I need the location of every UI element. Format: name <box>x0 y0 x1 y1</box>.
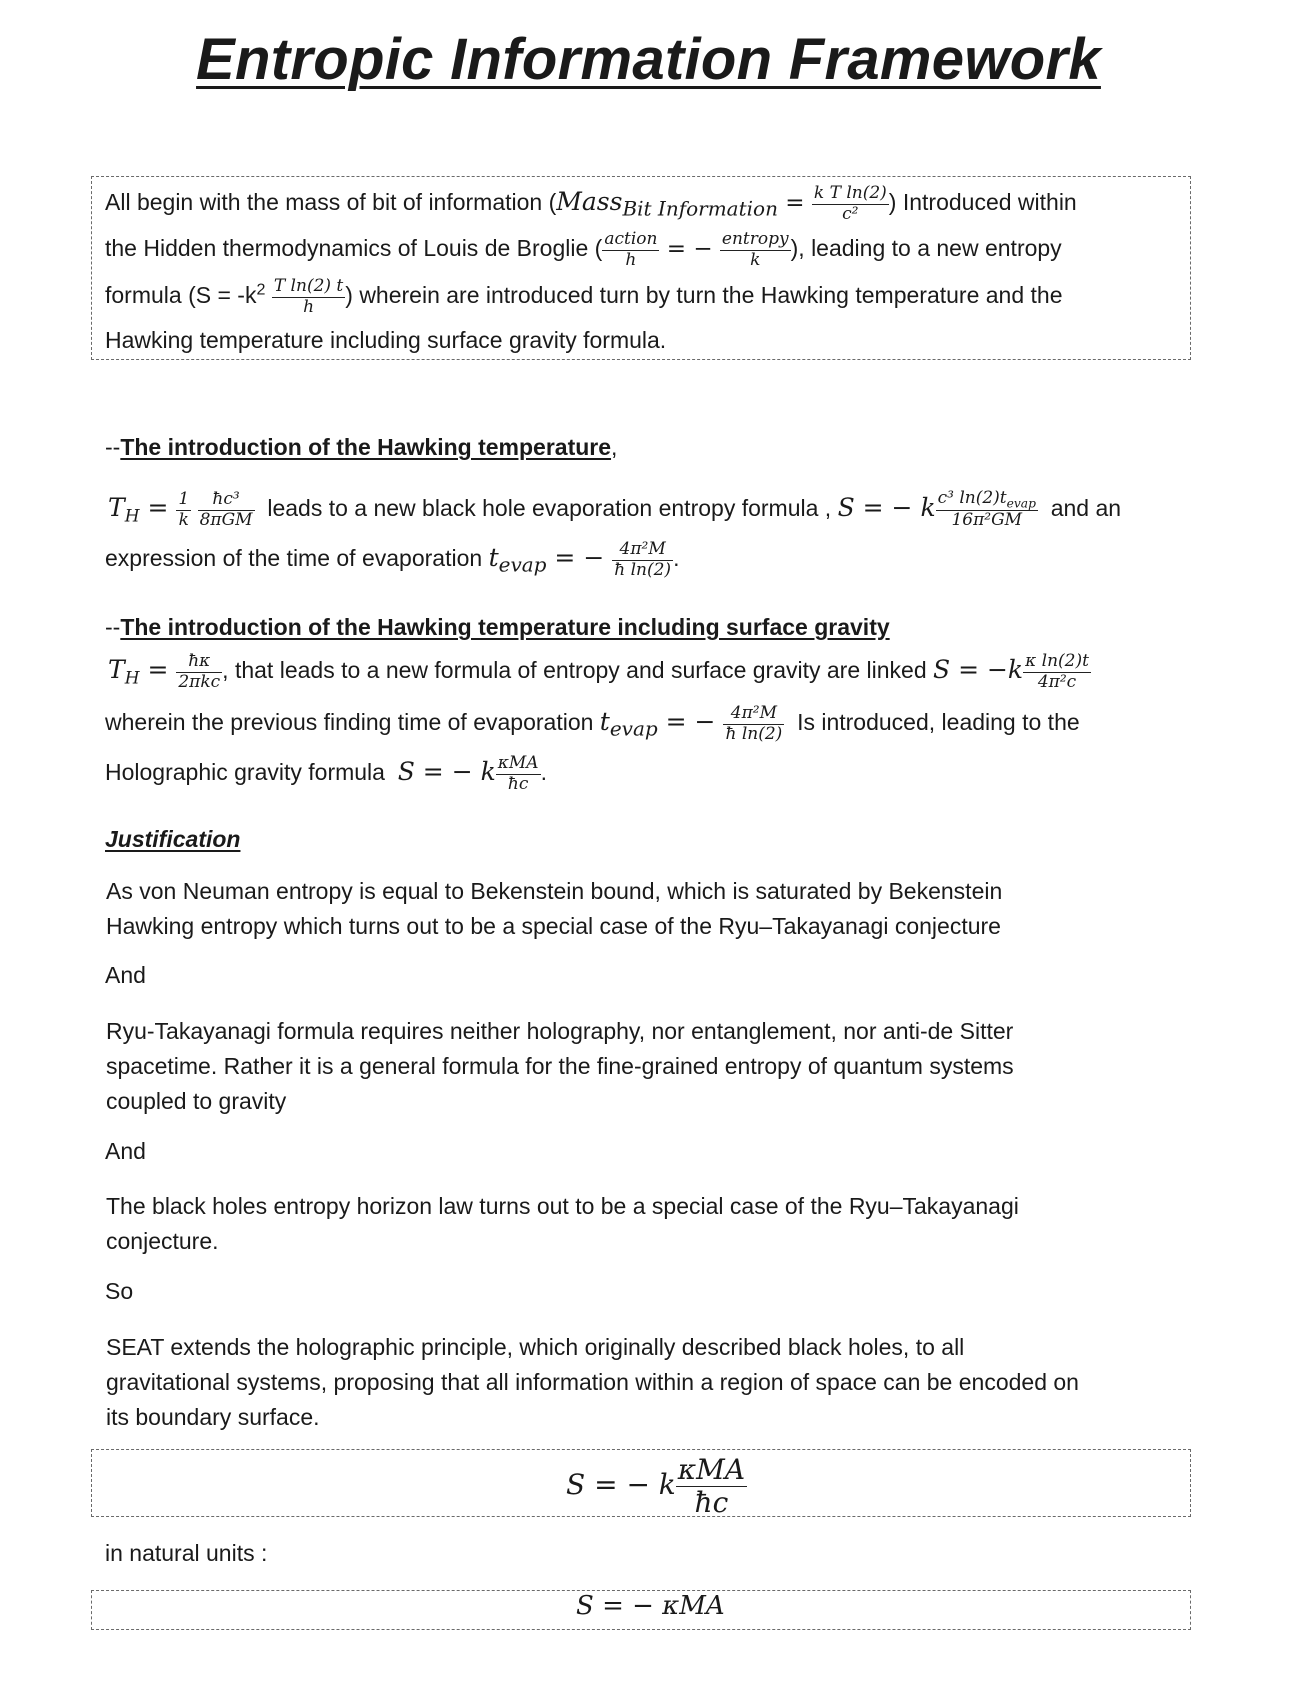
section-1-line-1: $T_H$ = $\frac{1}{k}$ $\frac{\text{ħc³}}{\text{8πGM}}$ leads to a new black hole evaporation entropy formula , S = − k $\frac{c^3 \ln(2)t_{evap}}{\text{16π²GM}}$ and an <box>108 488 1122 531</box>
intro-line-3 <box>105 277 1063 317</box>
equals-sign: = <box>777 190 812 217</box>
intro-text: formula (S = -k <box>105 282 257 309</box>
intro-text: ) wherein are introduced turn by turn the Hawking temperature and the <box>345 282 1063 309</box>
section-1-title: The introduction of the Hawking temperature <box>120 434 612 460</box>
natural-units-formula: S = − κMA <box>576 1591 725 1621</box>
holographic-formula: S = − k $\frac{\text{κMA}}{ħc}$ <box>566 1453 746 1520</box>
holographic-entropy-lhs: S = − k <box>397 757 496 787</box>
section-2-text: Holographic gravity formula <box>105 759 385 786</box>
evap-time-fraction: $\frac{\text{4π²M}}{\text{ħ ln(2)}}$ <box>614 539 672 580</box>
section-1-line-2: expression of the time of evaporation $t_{evap}$ = − $\frac{\text{4π²M}}{\text{ħ ln(2)}}$ . <box>105 539 680 580</box>
intro-text: ) Introduced within <box>888 189 1077 216</box>
evap-time-symbol: t <box>488 543 499 573</box>
section-2-heading: --The introduction of the Hawking temperature including surface gravity <box>105 614 890 640</box>
justification-paragraph-4: SEAT extends the holographic principle, which originally described black holes, to all gravitational systems, proposing that all information within a region of space can be encoded on its boundary surface. <box>106 1334 1079 1430</box>
section-1-heading: --The introduction of the Hawking temperature, <box>105 434 618 460</box>
entropy-lhs: S = − k <box>837 493 936 523</box>
justification-paragraph-3: The black holes entropy horizon law turns out to be a special case of the Ryu–Takayanagi conjecture. <box>106 1193 1019 1254</box>
holographic-fraction: $\frac{\text{κMA}}{ħc}$ <box>497 753 539 794</box>
equals-minus: = − <box>659 236 720 263</box>
section-1-text: and an <box>1050 495 1122 522</box>
section-2-line-3: Holographic gravity formula S = − k $\frac{\text{κMA}}{ħc}$ . <box>105 753 547 794</box>
hawking-temp-fraction: $\frac{\text{ħc³}}{\text{8πGM}}$ <box>199 488 253 530</box>
justification-heading: Justification <box>105 826 241 852</box>
k-exponent: 2 <box>256 280 266 299</box>
section-1-text: expression of the time of evaporation <box>105 545 483 572</box>
section-1-text: leads to a new black hole evaporation entropy formula , <box>267 495 832 522</box>
intro-text: the Hidden thermodynamics of Louis de Broglie ( <box>105 235 603 262</box>
natural-units-label: in natural units : <box>105 1540 268 1566</box>
bit-mass-fraction: $\frac{\text{k T ln(2)}}{\text{c²}}$ <box>813 183 887 224</box>
mass-subscript: Bit Information <box>622 196 778 221</box>
intro-line-1 <box>105 184 1077 224</box>
entropy-fraction: $\frac{\text{entropy}}{k}$ <box>721 229 789 270</box>
section-2-text: wherein the previous finding time of evaporation <box>105 709 594 736</box>
intro-line-2 <box>105 230 1062 270</box>
intro-line-4: Hawking temperature including surface gravity formula. <box>105 327 667 353</box>
section-2-title: The introduction of the Hawking temperature including surface gravity <box>120 614 890 640</box>
section-2-text: Is introduced, leading to the <box>797 709 1080 736</box>
entropy-formula-fraction: $\frac{\text{T ln(2) t}}{h}$ <box>273 276 344 317</box>
intro-text: All begin with the mass of bit of information ( <box>105 189 557 216</box>
evap-time-fraction: $\frac{\text{4π²M}}{\text{ħ ln(2)}}$ <box>725 703 783 744</box>
section-2-line-1: $T_H$ = $\frac{ħ\kappa}{\text{2πkc}}$ , that leads to a new formula of entropy and surface gravity are linked S = −k $\frac{\text{κ ln(2)t}}{\text{4π²c}}$ <box>108 651 1089 692</box>
hawking-temp-symbol: T <box>108 493 125 523</box>
and-1: And <box>105 962 146 988</box>
and-2: And <box>105 1138 146 1164</box>
surface-gravity-temp-fraction: $\frac{ħ\kappa}{\text{2πkc}}$ <box>178 651 221 692</box>
so-label: So <box>105 1278 134 1304</box>
holographic-formula-fraction: $\frac{\text{κMA}}{ħc}$ <box>677 1453 746 1520</box>
evaporation-entropy-fraction: $\frac{c^3 \ln(2)t_{evap}}{\text{16π²GM}}$ <box>937 488 1036 531</box>
justification-paragraph-2: Ryu-Takayanagi formula requires neither holography, nor entanglement, nor anti-de Sitter spacetime. Rather it is a general formula for the fine-grained entropy of quantum systems coupled to gravity <box>106 1018 1014 1114</box>
action-fraction: $\frac{\text{action}}{h}$ <box>604 229 658 270</box>
evap-time-symbol: t <box>599 707 610 737</box>
one-over-k-fraction: $\frac{1}{k}$ <box>178 488 190 530</box>
surface-gravity-entropy-fraction: $\frac{\text{κ ln(2)t}}{\text{4π²c}}$ <box>1025 651 1089 692</box>
entropy-lhs: S = −k <box>933 655 1024 685</box>
section-2-line-2: wherein the previous finding time of evaporation $t_{evap}$ = − $\frac{\text{4π²M}}{\text{ħ ln(2)}}$ Is introduced, leading to the <box>105 703 1080 744</box>
hawking-temp-symbol: T <box>108 655 125 685</box>
mass-symbol: Mass <box>556 187 623 217</box>
justification-paragraph-1: As von Neuman entropy is equal to Bekenstein bound, which is saturated by Bekenstein Hawking entropy which turns out to be a special case of the Ryu–Takayanagi conjecture <box>106 878 1003 939</box>
page-title: Entropic Information Framework <box>196 27 1101 92</box>
section-2-text: , that leads to a new formula of entropy and surface gravity are linked <box>222 657 927 684</box>
intro-text: ), leading to a new entropy <box>790 235 1062 262</box>
